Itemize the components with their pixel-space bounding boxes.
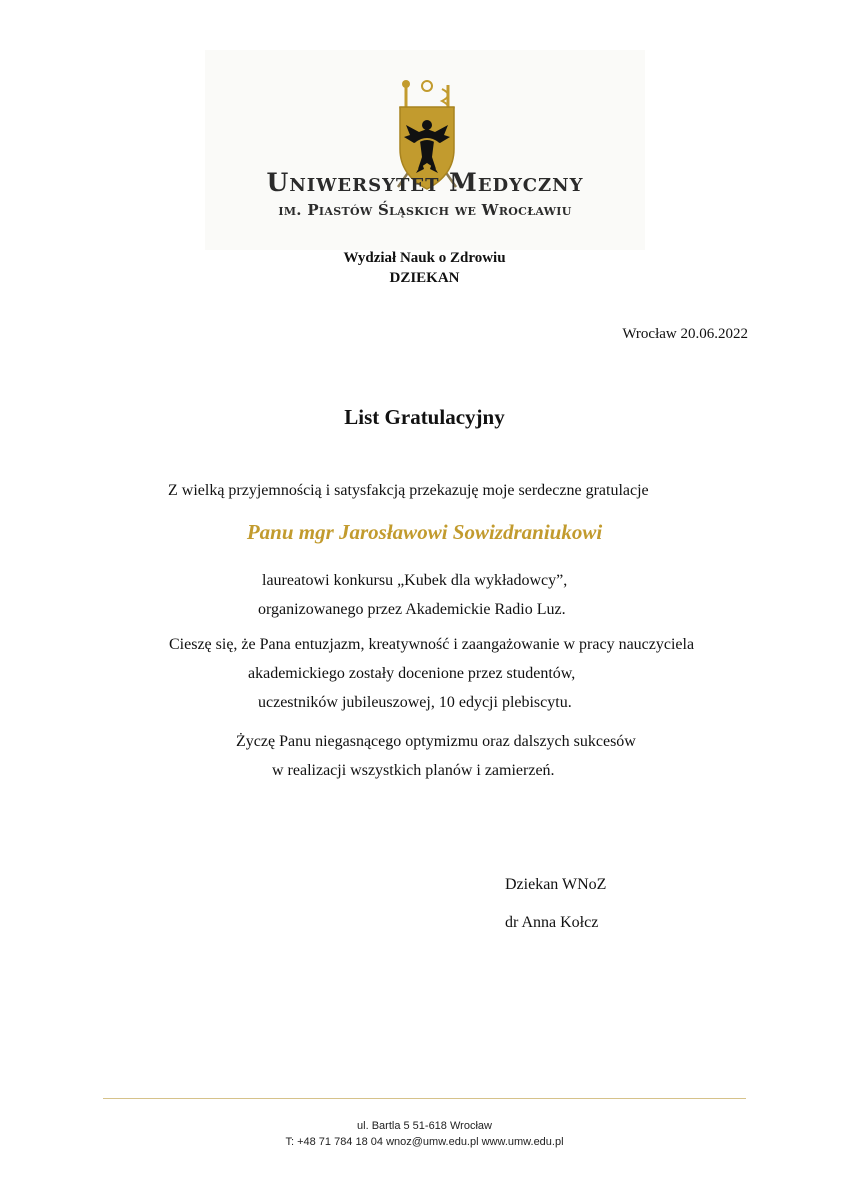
footer-address: ul. Bartla 5 51-618 Wrocław bbox=[357, 1120, 492, 1132]
footer-contact: T: +48 71 784 18 04 wnoz@umw.edu.pl www.umw.edu.pl bbox=[285, 1136, 564, 1148]
footer-divider bbox=[103, 1098, 746, 1099]
body-line: Cieszę się, że Pana entuzjazm, kreatywność i zaangażowanie w pracy nauczyciela bbox=[169, 636, 695, 653]
university-logo bbox=[205, 50, 645, 250]
intro-line: Z wielką przyjemnością i satysfakcją przekazuję moje serdeczne gratulacje bbox=[168, 482, 649, 499]
university-name: Uniwersytet Medyczny bbox=[266, 168, 584, 197]
signature-role: Dziekan WNoZ bbox=[505, 876, 607, 893]
body-line: w realizacji wszystkich planów i zamierzeń. bbox=[272, 762, 555, 779]
body-line: organizowanego przez Akademickie Radio Luz. bbox=[258, 601, 566, 618]
recipient-name: Panu mgr Jarosławowi Sowizdraniukowi bbox=[246, 520, 603, 544]
letter-title: List Gratulacyjny bbox=[344, 405, 505, 429]
body-line: uczestników jubileuszowej, 10 edycji plebiscytu. bbox=[258, 694, 572, 711]
university-subtitle: im. Piastów Śląskich we Wrocławiu bbox=[278, 201, 572, 219]
body-line: akademickiego zostały docenione przez studentów, bbox=[248, 665, 576, 682]
body-line: Życzę Panu niegasnącego optymizmu oraz dalszych sukcesów bbox=[236, 733, 636, 750]
body-line: laureatowi konkursu „Kubek dla wykładowcy”, bbox=[262, 572, 568, 589]
letter-date: Wrocław 20.06.2022 bbox=[622, 326, 748, 342]
dean-title: DZIEKAN bbox=[389, 270, 460, 286]
faculty-name: Wydział Nauk o Zdrowiu bbox=[343, 250, 506, 266]
signature-name: dr Anna Kołcz bbox=[505, 914, 599, 931]
